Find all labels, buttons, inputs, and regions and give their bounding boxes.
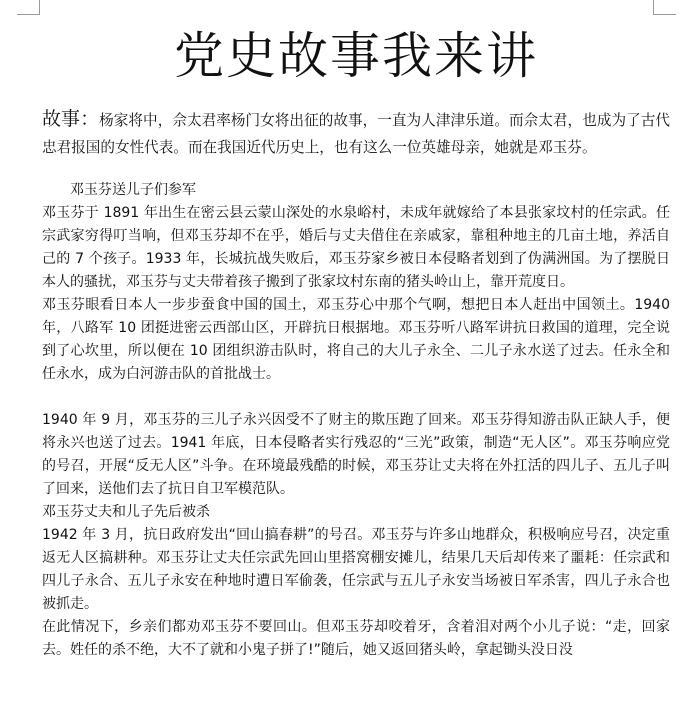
crop-mark-top-left <box>17 0 40 15</box>
blank-line <box>42 386 670 409</box>
crop-mark-top-right <box>653 0 676 15</box>
intro-text: 杨家将中，佘太君率杨门女将出征的故事，一直为人津津乐道。而佘太君，也成为了古代忠君报国的女性代表。而在我国近代历史上，也有这么一位英雄母亲，她就是邓玉芬。 <box>42 112 670 156</box>
document-body <box>42 14 670 662</box>
paragraph-1: 邓玉芬于 1891 年出生在密云县云蒙山深处的水泉峪村，未成年就嫁给了本县张家坟村的任宗武。任宗武家穷得叮当响，但邓玉芬却不在乎，婚后与丈夫借住在亲戚家，靠租种地主的几亩土地，养活自己的 7 个孩子。1933 年，长城抗战失败后，邓玉芬家乡被日本侵略者划到了伪满洲国。为了摆脱日本人的骚扰，邓玉芬与丈夫带着孩子搬到了张家坟村东南的猪头岭山上，靠开荒度日。 <box>42 205 670 290</box>
section-heading-1: 邓玉芬送儿子们参军 <box>70 182 196 198</box>
document-title: 党史故事我来讲 <box>174 27 538 85</box>
intro-paragraph <box>42 106 670 161</box>
paragraph-2: 邓玉芬眼看日本人一步步蚕食中国的国土，邓玉芬心中那个气啊，想把日本人赶出中国领土。1940 年，八路军 10 团挺进密云西部山区，开辟抗日根据地。邓玉芬听八路军讲抗日救国的道理，完全说到了心坎里，所以便在 10 团组织游击队时，将自己的大儿子永全、二儿子永水送了过去。任永全和任永水，成为白河游击队的首批战士。 <box>42 297 670 382</box>
paragraph-3: 1940 年 9 月，邓玉芬的三儿子永兴因受不了财主的欺压跑了回来。邓玉芬得知游击队正缺人手，便将永兴也送了过去。1941 年底，日本侵略者实行残忍的“三光”政策，制造“无人区”。邓玉芬响应党的号召，开展“反无人区”斗争。在环境最残酷的时候，邓玉芬让丈夫将在外扛活的四儿子、五儿子叫了回来，送他们去了抗日自卫军模范队。 <box>42 412 670 497</box>
intro-label: 故事： <box>42 108 100 130</box>
paragraph-5: 在此情况下，乡亲们都劝邓玉芬不要回山。但邓玉芬却咬着牙，含着泪对两个小儿子说：“走，回家去。姓任的杀不绝，大不了就和小鬼子拼了!”随后，她又返回猪头岭，拿起锄头没日没 <box>42 619 670 658</box>
section-heading-2: 邓玉芬丈夫和儿子先后被杀 <box>42 504 210 520</box>
paragraph-4: 1942 年 3 月，抗日政府发出“回山搞春耕”的号召。邓玉芬与许多山地群众，积极响应号召，决定重返无人区搞耕种。邓玉芬让丈夫任宗武先回山里搭窝棚安摊儿，结果几天后却传来了噩耗：任宗武和四儿子永合、五儿子永安在种地时遭日军偷袭，任宗武与五儿子永安当场被日军杀害，四儿子永合也被抓走。 <box>42 527 670 612</box>
